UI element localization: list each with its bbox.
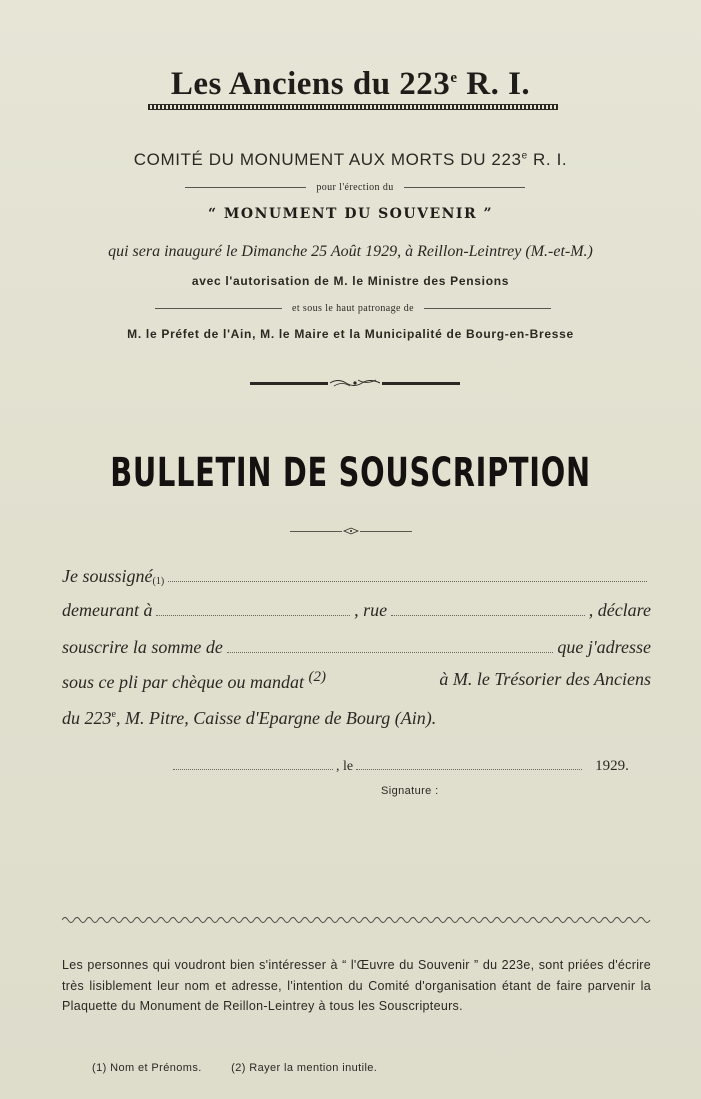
form-line-amount <box>62 634 651 658</box>
title-underline <box>148 104 558 110</box>
bulletin-title: BULLETIN DE SOUSCRIPTION <box>110 450 591 496</box>
le-label: , le <box>336 759 354 774</box>
souscrire-label: souscrire la somme de <box>62 637 223 657</box>
adresse-label: que j'adresse <box>557 637 651 657</box>
bank-text: du 223e, M. Pitre, Caisse d'Epargne de Bourg (Ain). <box>62 708 437 728</box>
association-title: Les Anciens du 223e R. I. <box>170 66 531 102</box>
ornament-divider <box>250 376 460 390</box>
divider <box>404 187 525 188</box>
footnotes <box>92 1062 377 1074</box>
notice-paragraph: Les personnes qui voudront bien s'intéresser à “ l'Œuvre du Souvenir ” du 223e, sont priées d'écrire très lisiblement leur nom et adresse, l'intention du Comité d'organisation étant de faire parvenir la Plaquette du Monument de Reillon-Leintrey à tous les Souscripteurs. <box>62 958 651 1013</box>
committee-heading: COMITÉ DU MONUMENT AUX MORTS DU 223e R. I. <box>133 150 568 169</box>
authorization-text: avec l'autorisation de M. le Ministre des Pensions <box>191 274 510 288</box>
declare-label: , déclare <box>588 600 652 620</box>
divider <box>155 308 282 309</box>
form-line-payment <box>62 669 651 693</box>
signature-label: Signature : <box>381 785 439 797</box>
footnote-ref: (1) <box>152 576 165 587</box>
ornament-icon <box>342 527 360 535</box>
small-ornament <box>290 527 412 535</box>
form-line-address <box>62 597 651 621</box>
place-field[interactable] <box>173 768 333 770</box>
year-label: 1929. <box>595 758 629 774</box>
rue-label: , rue <box>354 600 388 620</box>
erection-text: pour l'érection du <box>316 181 394 193</box>
demeurant-label: demeurant à <box>62 600 153 620</box>
divider <box>424 308 551 309</box>
form-line-name <box>62 563 651 587</box>
amount-field[interactable] <box>227 651 554 653</box>
inauguration-text: qui sera inauguré le Dimanche 25 Août 1929, à Reillon-Leintrey (M.-et-M.) <box>108 243 593 260</box>
patronage-line <box>155 301 551 315</box>
footnote-2: (2) Rayer la mention inutile. <box>231 1062 378 1074</box>
treasurer-text: à M. le Trésorier des Anciens <box>439 669 651 689</box>
name-field[interactable] <box>168 580 647 582</box>
date-field[interactable] <box>356 768 582 770</box>
divider <box>185 187 306 188</box>
footnote-ref: (2) <box>308 669 326 685</box>
ornament-icon <box>328 376 382 390</box>
wave-divider <box>62 914 652 926</box>
patrons-text: M. le Préfet de l'Ain, M. le Maire et la Municipalité de Bourg-en-Bresse <box>127 327 574 341</box>
monument-name: “ MONUMENT DU SOUVENIR ” <box>207 206 494 222</box>
form-line-bank <box>62 705 651 729</box>
street-field[interactable] <box>391 614 585 616</box>
city-field[interactable] <box>156 614 350 616</box>
date-line <box>170 755 635 775</box>
payment-text: sous ce pli par chèque ou mandat $^{(2)}$ <box>62 669 326 692</box>
patronage-text: et sous le haut patronage de <box>292 302 414 314</box>
erection-line <box>185 180 525 194</box>
footnote-1: (1) Nom et Prénoms. <box>92 1062 202 1074</box>
soussigne-label: Je soussigné <box>62 566 153 586</box>
